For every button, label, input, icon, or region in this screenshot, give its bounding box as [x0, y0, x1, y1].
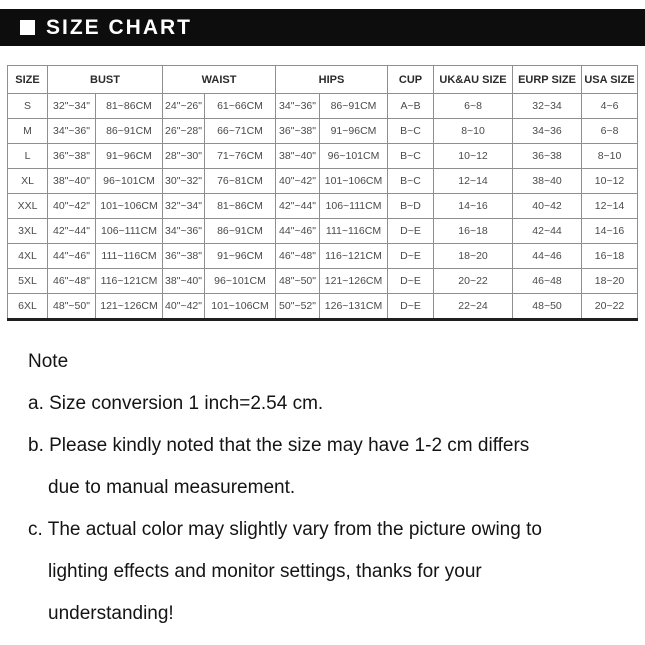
table-cell: 36~38	[513, 144, 582, 169]
note-line-c-continued-2: understanding!	[48, 603, 174, 624]
table-cell: 38"~40"	[48, 169, 96, 194]
table-cell: 101~106CM	[320, 169, 388, 194]
section-title: SIZE CHART	[46, 15, 192, 39]
table-cell: 101~106CM	[205, 294, 276, 320]
table-cell: 40~42	[513, 194, 582, 219]
table-cell: 20~22	[434, 269, 513, 294]
table-cell: 46~48	[513, 269, 582, 294]
table-cell: 10~12	[434, 144, 513, 169]
table-cell: 46"~48"	[276, 244, 320, 269]
table-cell: 91~96CM	[96, 144, 163, 169]
table-cell: 46"~48"	[48, 269, 96, 294]
table-cell: 76~81CM	[205, 169, 276, 194]
note-line-a: a. Size conversion 1 inch=2.54 cm.	[28, 393, 324, 414]
table-cell: D~E	[388, 269, 434, 294]
table-cell: 32"~34"	[48, 94, 96, 119]
table-cell: 42"~44"	[276, 194, 320, 219]
table-cell: 121~126CM	[96, 294, 163, 320]
note-line-b: b. Please kindly noted that the size may have 1-2 cm differs	[28, 435, 530, 456]
table-cell: D~E	[388, 219, 434, 244]
table-cell: 36"~38"	[276, 119, 320, 144]
note-line-b-continued: due to manual measurement.	[48, 477, 296, 498]
table-cell: 34"~36"	[276, 94, 320, 119]
table-cell: 106~111CM	[320, 194, 388, 219]
size-chart-table	[7, 65, 638, 321]
table-cell: 48"~50"	[276, 269, 320, 294]
table-cell: B~D	[388, 194, 434, 219]
table-cell: 81~86CM	[96, 94, 163, 119]
table-cell: 4~6	[582, 94, 638, 119]
table-row	[8, 144, 638, 169]
table-cell: 86~91CM	[205, 219, 276, 244]
table-cell: 44"~46"	[276, 219, 320, 244]
table-cell: 111~116CM	[96, 244, 163, 269]
table-cell: 20~22	[582, 294, 638, 320]
table-row	[8, 169, 638, 194]
table-row	[8, 119, 638, 144]
table-cell: B~C	[388, 144, 434, 169]
size-cell: M	[8, 119, 48, 144]
table-cell: 28"~30"	[163, 144, 205, 169]
table-cell: B~C	[388, 169, 434, 194]
header-waist: WAIST	[163, 66, 276, 94]
header-cup: CUP	[388, 66, 434, 94]
table-row	[8, 219, 638, 244]
table-cell: 42~44	[513, 219, 582, 244]
section-header-bar	[0, 9, 645, 46]
table-cell: 16~18	[582, 244, 638, 269]
size-cell: 6XL	[8, 294, 48, 320]
note-line-c: c. The actual color may slightly vary from the picture owing to	[28, 519, 542, 540]
table-cell: 101~106CM	[96, 194, 163, 219]
table-cell: 71~76CM	[205, 144, 276, 169]
table-cell: 14~16	[582, 219, 638, 244]
header-eurp-size: EURP SIZE	[513, 66, 582, 94]
table-row	[8, 294, 638, 320]
table-cell: 42"~44"	[48, 219, 96, 244]
table-cell: B~C	[388, 119, 434, 144]
table-cell: 96~101CM	[96, 169, 163, 194]
table-cell: 126~131CM	[320, 294, 388, 320]
notes-title: Note	[28, 351, 69, 372]
table-cell: 10~12	[582, 169, 638, 194]
table-row	[8, 244, 638, 269]
header-bust: BUST	[48, 66, 163, 94]
table-cell: D~E	[388, 294, 434, 320]
size-cell: 4XL	[8, 244, 48, 269]
table-cell: 6~8	[434, 94, 513, 119]
table-cell: 8~10	[582, 144, 638, 169]
table-cell: 38"~40"	[276, 144, 320, 169]
table-cell: 34"~36"	[163, 219, 205, 244]
table-cell: 26"~28"	[163, 119, 205, 144]
table-cell: 8~10	[434, 119, 513, 144]
table-cell: 44~46	[513, 244, 582, 269]
table-cell: 86~91CM	[320, 94, 388, 119]
table-cell: 66~71CM	[205, 119, 276, 144]
table-cell: 18~20	[582, 269, 638, 294]
table-cell: 36"~38"	[48, 144, 96, 169]
table-cell: 22~24	[434, 294, 513, 320]
table-cell: 30"~32"	[163, 169, 205, 194]
square-bullet-icon	[20, 20, 35, 35]
table-cell: 32"~34"	[163, 194, 205, 219]
size-cell: 5XL	[8, 269, 48, 294]
table-row	[8, 94, 638, 119]
table-cell: 38"~40"	[163, 269, 205, 294]
header-usa-size: USA SIZE	[582, 66, 638, 94]
table-cell: 34~36	[513, 119, 582, 144]
table-cell: 40"~42"	[48, 194, 96, 219]
table-cell: 61~66CM	[205, 94, 276, 119]
table-cell: 6~8	[582, 119, 638, 144]
header-uk-au-size: UK&AU SIZE	[434, 66, 513, 94]
table-cell: 91~96CM	[205, 244, 276, 269]
table-cell: 121~126CM	[320, 269, 388, 294]
table-cell: 14~16	[434, 194, 513, 219]
header-size: SIZE	[8, 66, 48, 94]
table-cell: 36"~38"	[163, 244, 205, 269]
table-cell: 44"~46"	[48, 244, 96, 269]
table-cell: 50"~52"	[276, 294, 320, 320]
table-cell: A~B	[388, 94, 434, 119]
table-row	[8, 194, 638, 219]
header-hips: HIPS	[276, 66, 388, 94]
size-cell: S	[8, 94, 48, 119]
note-line-c-continued: lighting effects and monitor settings, thanks for your	[48, 561, 482, 582]
table-cell: 111~116CM	[320, 219, 388, 244]
table-cell: 16~18	[434, 219, 513, 244]
table-row	[8, 269, 638, 294]
size-cell: XXL	[8, 194, 48, 219]
table-header-row	[8, 66, 638, 94]
table-cell: 48"~50"	[48, 294, 96, 320]
notes-section	[28, 341, 628, 635]
table-cell: 96~101CM	[320, 144, 388, 169]
table-cell: 12~14	[434, 169, 513, 194]
table-cell: D~E	[388, 244, 434, 269]
table-cell: 24"~26"	[163, 94, 205, 119]
table-cell: 91~96CM	[320, 119, 388, 144]
size-cell: L	[8, 144, 48, 169]
table-cell: 18~20	[434, 244, 513, 269]
table-cell: 32~34	[513, 94, 582, 119]
table-cell: 106~111CM	[96, 219, 163, 244]
table-cell: 40"~42"	[163, 294, 205, 320]
table-cell: 38~40	[513, 169, 582, 194]
table-cell: 86~91CM	[96, 119, 163, 144]
size-cell: XL	[8, 169, 48, 194]
table-cell: 81~86CM	[205, 194, 276, 219]
table-cell: 96~101CM	[205, 269, 276, 294]
size-table-body	[8, 94, 638, 320]
table-cell: 116~121CM	[320, 244, 388, 269]
table-cell: 34"~36"	[48, 119, 96, 144]
table-cell: 40"~42"	[276, 169, 320, 194]
table-cell: 48~50	[513, 294, 582, 320]
table-cell: 12~14	[582, 194, 638, 219]
table-cell: 116~121CM	[96, 269, 163, 294]
size-cell: 3XL	[8, 219, 48, 244]
